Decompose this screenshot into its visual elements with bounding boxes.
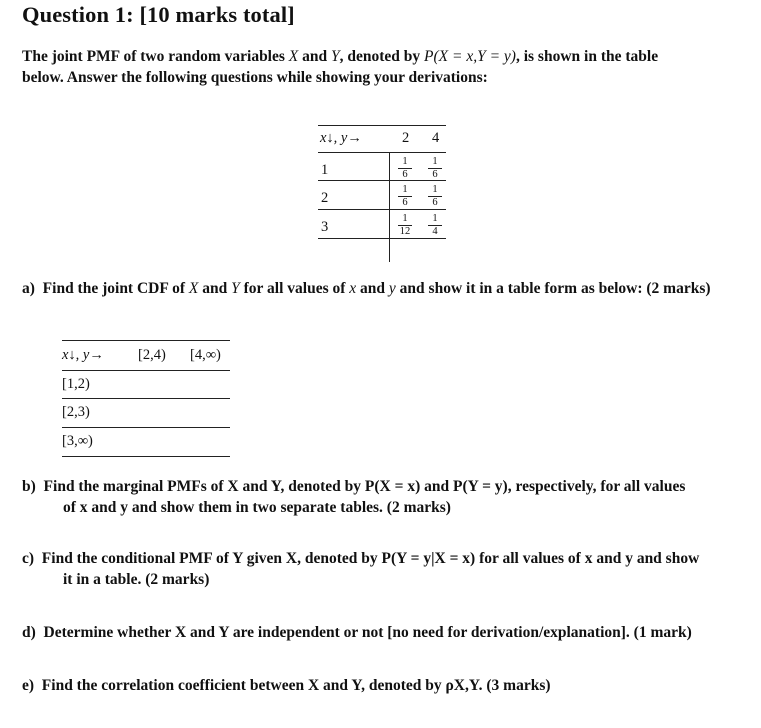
pmf-cell: 1 6 [398,157,412,180]
cdf-row-label: [3,∞) [62,433,93,449]
pmf-cell: 1 6 [428,185,442,208]
pmf-col-header: 2 [402,130,410,146]
cdf-col-header: [2,4) [138,347,166,363]
cdf-row-label: [2,3) [62,404,90,420]
cdf-col-header: [4,∞) [190,347,221,363]
part-e: e) Find the correlation coefficient between X and Y, denoted by ρX,Y. (3 marks) [22,677,551,694]
pmf-col-header: 4 [432,130,440,146]
cdf-header-label: x↓, y→ [62,347,104,363]
question-intro: The joint PMF of two random variables X and Y, denoted by P(X = x,Y = y), is shown in the table below. Answer the following questions while showing your derivations: [22,48,659,86]
part-b: b) Find the marginal PMFs of X and Y, denoted by P(X = x) and P(Y = y), respectively, for all values of x and y and show them in two separate tables. (2 marks) [22,478,686,516]
cdf-row-label: [1,2) [62,376,90,392]
pmf-row-x: 1 [321,162,329,178]
pmf-cell: 1 6 [398,185,412,208]
pmf-cell: 1 12 [399,213,411,237]
part-a: a) Find the joint CDF of X and Y for all values of x and y and show it in a table form as below: (2 marks) [22,280,711,297]
pmf-cell: 1 6 [428,157,442,180]
part-c: c) Find the conditional PMF of Y given X, denoted by P(Y = y|X = x) for all values of x and y and show it in a table. (2 marks) [22,550,700,588]
pmf-cell: 1 4 [428,214,442,237]
pmf-row-x: 2 [321,190,329,206]
part-d: d) Determine whether X and Y are independent or not [no need for derivation/explanation]. (1 mark) [22,624,692,641]
question-title: Question 1: [10 marks total] [22,2,295,27]
pmf-row-x: 3 [321,219,329,235]
pmf-header-label: x↓, y→ [320,130,362,146]
